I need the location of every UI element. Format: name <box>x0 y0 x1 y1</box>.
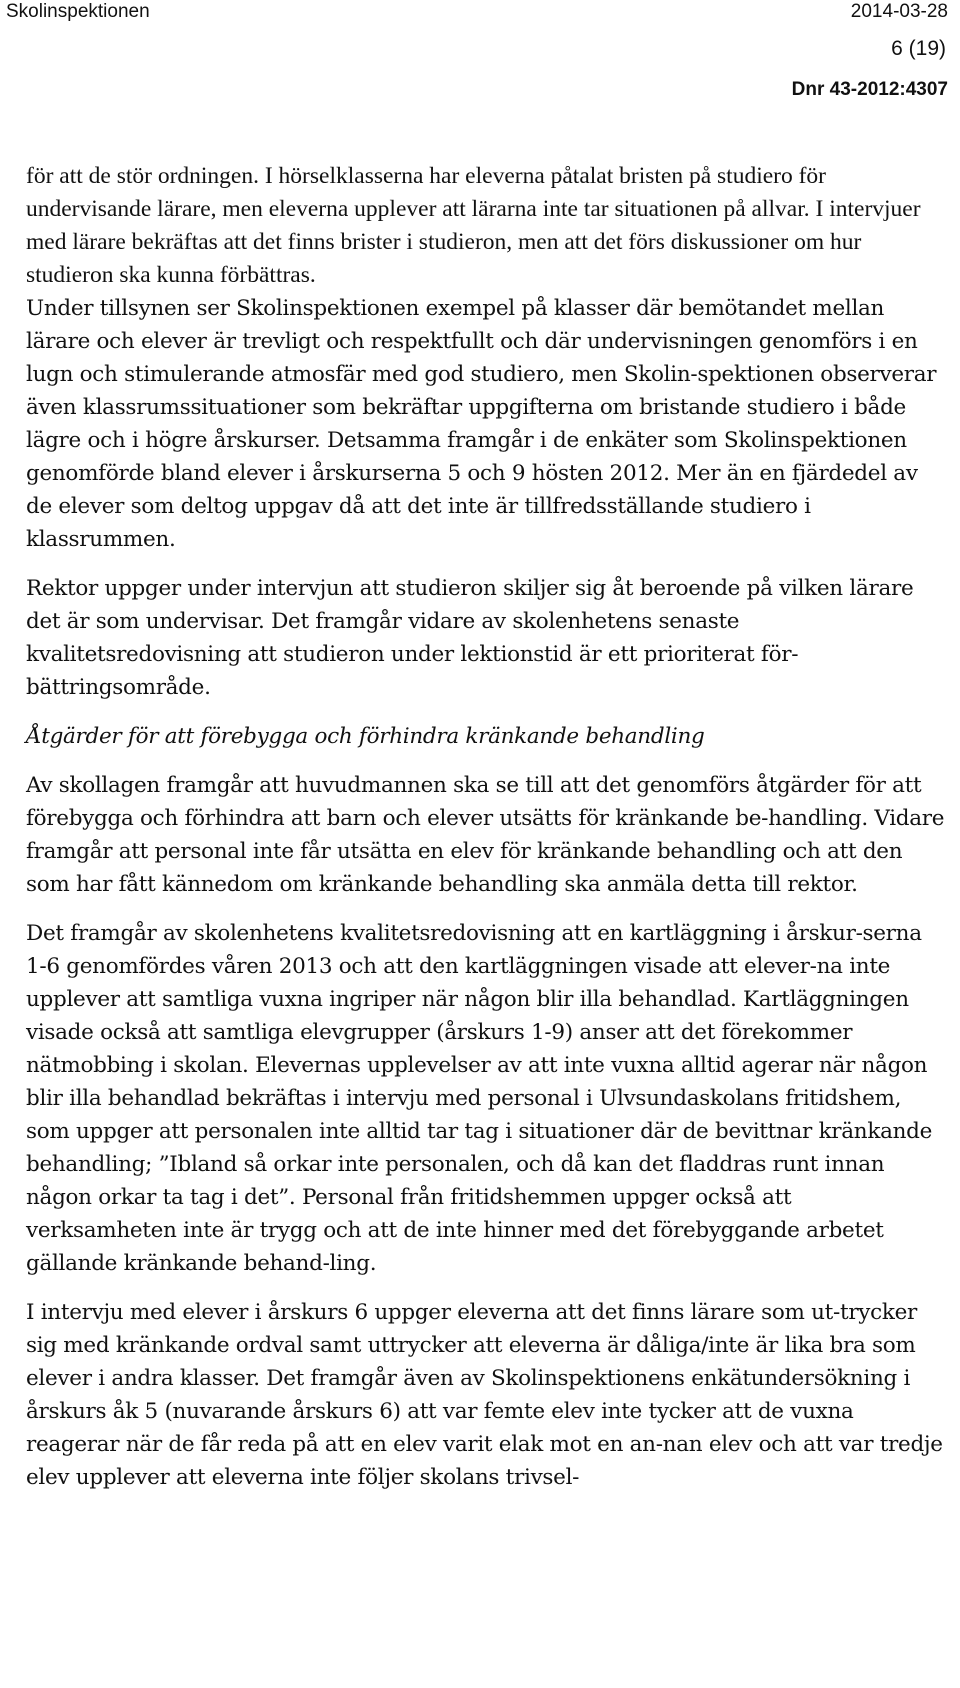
paragraph-2: Rektor uppger under intervjun att studieron skiljer sig åt beroende på vilken lärare det är som undervisar. Det framgår vidare av skolenhetens senaste kvalitetsredovisning att studieron under lektionstid är ett prioriterat för-bättringsområde. <box>26 576 914 700</box>
paragraph-1b: Under tillsynen ser Skolinspektionen exempel på klasser där bemötandet mellan lärare och elever är trevligt och respektfullt och där undervisningen genomförs i en lugn och stimulerande atmosfär med god studiero, men Skolin-spektionen observerar även klassrumssituationer som bekräftar uppgifterna om bristande studiero i både lägre och i högre årskurser. Detsamma framgår i de enkäter som Skolinspektionen genomförde bland elever i årskurserna 5 och 9 hösten 2012. Mer än en fjärdedel av de elever som deltog uppgav då att det inte är tillfredsställande studiero i klassrummen. <box>26 296 937 552</box>
paragraph-4: Det framgår av skolenhetens kvalitetsredovisning att en kartläggning i årskur-serna 1-6 genomfördes våren 2013 och att den kartläggningen visade att elever-na inte upplever att samtliga vuxna ingriper när någon blir illa behandlad. Kartläggningen visade också att samtliga elevgrupper (årskurs 1-9) anser att det förekommer nätmobbing i skolan. Elevernas upplevelser av att inte vuxna alltid agerar när någon blir illa behandlad bekräftas i intervju med personal i Ulvsundaskolans fritidshem, som uppger att personalen inte alltid tar tag i situationer där de bevittnar kränkande behandling; ”Ibland så orkar inte personalen, och då kan det fladdras runt innan någon orkar ta tag i det”. Personal från fritidshemmen uppger också att verksamheten inte är trygg och att de inte hinner med det förebyggande arbetet gällande kränkande behand-ling. <box>26 921 933 1276</box>
paragraph-1a: för att de stör ordningen. I hörselklasserna har eleverna påtalat bristen på studiero för undervisande lärare, men eleverna upplever att lärarna inte tar situationen på allvar. I intervjuer med lärare bekräftas att det finns brister i studieron, men att det förs diskussioner om hur studieron ska kunna förbättras. <box>26 163 921 288</box>
organization-name: Skolinspektionen <box>6 1 150 22</box>
document-date: 2014-03-28 <box>850 1 948 22</box>
document-body <box>26 160 946 1494</box>
paragraph-3: Av skollagen framgår att huvudmannen ska se till att det genomförs åtgärder för att förebygga och förhindra att barn och elever utsätts för kränkande be-handling. Vidare framgår att personal inte får utsätta en elev för kränkande behandling och att den som har fått kännedom om kränkande behandling ska anmäla detta till rektor. <box>26 773 945 897</box>
paragraph-5: I intervju med elever i årskurs 6 uppger eleverna att det finns lärare som ut-trycker sig med kränkande ordval samt uttrycker att eleverna är dåliga/inte är lika bra som elever i andra klasser. Det framgår även av Skolinspektionens enkätundersökning i årskurs åk 5 (nuvarande årskurs 6) att var femte elev inte tycker att de vuxna reagerar när de får reda på att en elev varit elak mot en an-nan elev och att var tredje elev upplever att eleverna inte följer skolans trivsel- <box>26 1300 943 1490</box>
section-heading: Åtgärder för att förebygga och förhindra kränkande behandling <box>26 724 705 749</box>
diary-number: Dnr 43-2012:4307 <box>791 79 948 100</box>
page-number: 6 (19) <box>891 37 946 60</box>
